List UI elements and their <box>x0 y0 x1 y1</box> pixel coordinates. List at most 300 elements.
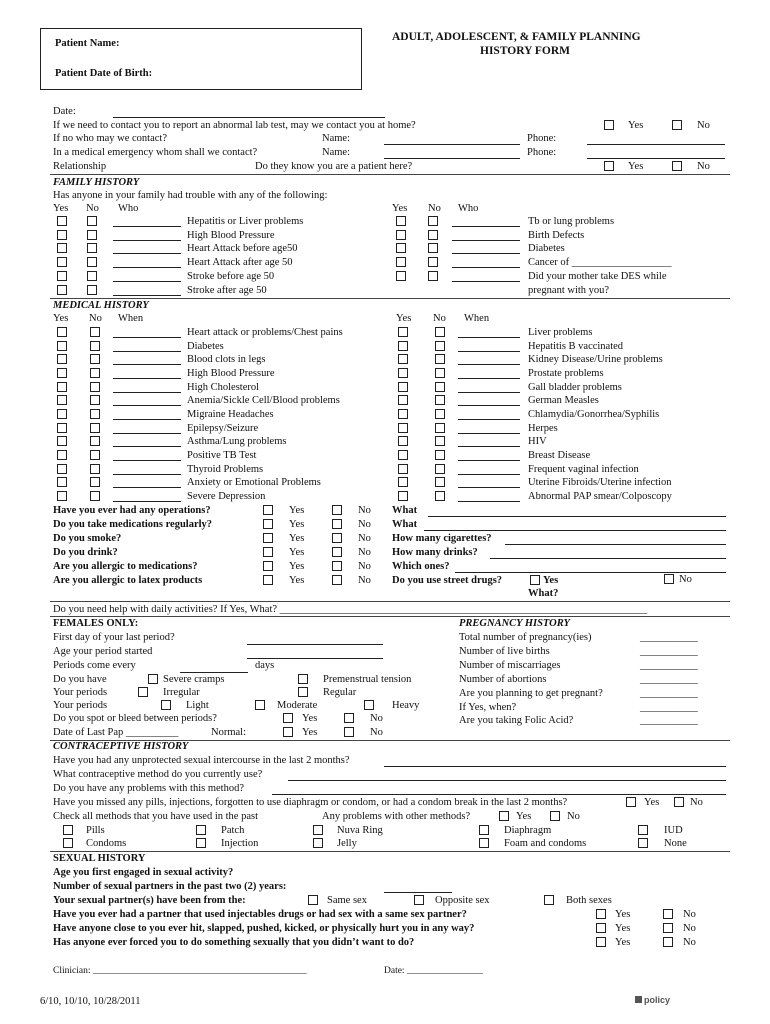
sexual-history-title: SEXUAL HISTORY <box>53 853 146 864</box>
divider <box>50 616 730 617</box>
medical-condition-label: Chlamydia/Gonorrhea/Syphilis <box>528 409 660 420</box>
family-no-checkbox[interactable] <box>428 230 438 240</box>
family-no-checkbox[interactable] <box>87 243 97 253</box>
pregnancy-question: Number of miscarriages <box>459 660 561 671</box>
both-sexes-checkbox[interactable] <box>544 895 554 905</box>
question-yes-checkbox[interactable] <box>263 519 273 529</box>
medical-when-field[interactable] <box>113 474 181 475</box>
sexual-no-label: No <box>683 937 696 948</box>
periods-flow-label: Your periods <box>53 700 108 711</box>
missed-method-no-checkbox[interactable] <box>674 797 684 807</box>
medical-no-checkbox[interactable] <box>90 341 100 351</box>
medical-when-field[interactable] <box>113 392 181 393</box>
sexual-yes-checkbox[interactable] <box>596 937 606 947</box>
spot-yes-checkbox[interactable] <box>283 713 293 723</box>
medical-no-checkbox[interactable] <box>435 450 445 460</box>
medical-condition-label: High Cholesterol <box>187 382 260 393</box>
family-who-field[interactable] <box>452 267 520 268</box>
medical-yes-checkbox[interactable] <box>57 436 67 446</box>
emergency-phone-field[interactable] <box>587 158 725 159</box>
medical-no-checkbox[interactable] <box>90 382 100 392</box>
medical-when-field[interactable] <box>458 392 520 393</box>
family-condition-label: pregnant with you? <box>528 285 610 296</box>
check-all-methods-label: Check all methods that you have used in the past <box>53 811 258 822</box>
medical-no-checkbox[interactable] <box>435 382 445 392</box>
medical-no-checkbox[interactable] <box>90 491 100 501</box>
question-yes-checkbox[interactable] <box>263 561 273 571</box>
pap-normal-yes-label: Yes <box>302 727 318 738</box>
method-label: Nuva Ring <box>337 825 383 836</box>
medical-yes-checkbox[interactable] <box>57 327 67 337</box>
family-yes-checkbox[interactable] <box>396 257 406 267</box>
medical-condition-label: Anxiety or Emotional Problems <box>187 477 321 488</box>
know-yes-label: Yes <box>628 161 644 172</box>
sexual-no-label: No <box>683 923 696 934</box>
moderate-label: Moderate <box>277 700 318 711</box>
family-yes-checkbox[interactable] <box>396 230 406 240</box>
family-condition-label: Did your mother take DES while <box>528 271 667 282</box>
medical-no-checkbox[interactable] <box>435 368 445 378</box>
method-checkbox[interactable] <box>479 825 489 835</box>
family-condition-label: Diabetes <box>528 243 565 254</box>
relationship-label: Relationship <box>53 161 107 172</box>
family-no-checkbox[interactable] <box>428 216 438 226</box>
family-condition-label: Tb or lung problems <box>528 216 615 227</box>
medical-when-field[interactable] <box>113 460 181 461</box>
family-col-no-right: No <box>428 203 441 214</box>
family-who-field[interactable] <box>452 240 520 241</box>
medical-no-checkbox[interactable] <box>435 436 445 446</box>
followup-field[interactable] <box>428 516 726 517</box>
medical-yes-checkbox[interactable] <box>398 423 408 433</box>
date-field[interactable] <box>113 117 385 118</box>
pregnancy-question: Are you taking Folic Acid? <box>459 715 574 726</box>
question-yes-label: Yes <box>289 533 305 544</box>
medical-condition-label: High Blood Pressure <box>187 368 275 379</box>
followup-field[interactable] <box>455 572 726 573</box>
medical-no-checkbox[interactable] <box>90 450 100 460</box>
medical-when-field[interactable] <box>458 405 520 406</box>
divider <box>50 601 730 602</box>
patient-dob-label: Patient Date of Birth: <box>55 68 153 79</box>
medical-no-checkbox[interactable] <box>90 464 100 474</box>
family-who-field[interactable] <box>452 281 520 282</box>
last-pap-label: Date of Last Pap __________ <box>53 727 179 738</box>
sexual-question: Have anyone close to you ever hit, slapped, pushed, kicked, or physically hurt you in any way? <box>53 923 475 934</box>
periods-regularity-label: Your periods <box>53 687 108 698</box>
family-condition-label: Hepatitis or Liver problems <box>187 216 304 227</box>
medical-yes-checkbox[interactable] <box>57 409 67 419</box>
clinician-date: Date: ________________ <box>384 966 483 976</box>
medical-when-field[interactable] <box>113 337 181 338</box>
sexual-yes-checkbox[interactable] <box>596 923 606 933</box>
medical-when-field[interactable] <box>458 419 520 420</box>
clinician-signature: Clinician: _____________________________________________ <box>53 966 307 976</box>
medical-yes-checkbox[interactable] <box>398 327 408 337</box>
family-yes-checkbox[interactable] <box>57 230 67 240</box>
irregular-label: Irregular <box>163 687 200 698</box>
sexual-no-checkbox[interactable] <box>663 909 673 919</box>
medical-yes-checkbox[interactable] <box>398 409 408 419</box>
family-yes-checkbox[interactable] <box>57 285 67 295</box>
family-condition-label: Birth Defects <box>528 230 585 241</box>
know-yes-checkbox[interactable] <box>604 161 614 171</box>
premenstrual-checkbox[interactable] <box>298 674 308 684</box>
age-start-field[interactable] <box>247 658 383 659</box>
method-checkbox[interactable] <box>313 838 323 848</box>
medical-when-field[interactable] <box>458 433 520 434</box>
medical-no-checkbox[interactable] <box>435 327 445 337</box>
medical-col-no-right: No <box>433 313 446 324</box>
family-who-field[interactable] <box>113 226 181 227</box>
question-no-checkbox[interactable] <box>332 575 342 585</box>
family-condition-label: High Blood Pressure <box>187 230 275 241</box>
family-who-field[interactable] <box>113 240 181 241</box>
alt-contact-name-field[interactable] <box>384 144 520 145</box>
pregnancy-answer-field[interactable]: ___________ <box>640 632 698 643</box>
days-label: days <box>255 660 275 671</box>
medical-when-field[interactable] <box>458 337 520 338</box>
medical-yes-checkbox[interactable] <box>57 341 67 351</box>
lab-contact-yes-checkbox[interactable] <box>604 120 614 130</box>
missed-method-question: Have you missed any pills, injections, forgotten to use diaphragm or condom, or had a condom break in the last 2 months? <box>53 797 568 808</box>
medical-no-checkbox[interactable] <box>90 327 100 337</box>
family-yes-checkbox[interactable] <box>57 216 67 226</box>
regular-checkbox[interactable] <box>298 687 308 697</box>
medical-when-field[interactable] <box>458 351 520 352</box>
method-checkbox[interactable] <box>638 825 648 835</box>
sexual-no-label: No <box>683 909 696 920</box>
first-day-label: First day of your last period? <box>53 632 175 643</box>
other-methods-yes-checkbox[interactable] <box>499 811 509 821</box>
family-col-no: No <box>86 203 99 214</box>
family-yes-checkbox[interactable] <box>396 271 406 281</box>
method-label: Diaphragm <box>504 825 552 836</box>
family-no-checkbox[interactable] <box>87 285 97 295</box>
pap-normal-no-checkbox[interactable] <box>344 727 354 737</box>
medical-no-checkbox[interactable] <box>435 464 445 474</box>
followup-field[interactable] <box>424 530 726 531</box>
family-who-field[interactable] <box>113 281 181 282</box>
medical-no-checkbox[interactable] <box>90 409 100 419</box>
divider <box>50 174 730 175</box>
sexual-no-checkbox[interactable] <box>663 937 673 947</box>
emergency-name-field[interactable] <box>384 158 520 159</box>
medical-when-field[interactable] <box>113 487 181 488</box>
form-title: ADULT, ADOLESCENT, & FAMILY PLANNING <box>392 31 641 43</box>
same-sex-checkbox[interactable] <box>308 895 318 905</box>
followup-label: Which ones? <box>392 561 450 572</box>
spot-bleed-question: Do you spot or bleed between periods? <box>53 713 217 724</box>
medical-yes-checkbox[interactable] <box>398 464 408 474</box>
medical-when-field[interactable] <box>458 460 520 461</box>
question-yes-checkbox[interactable] <box>263 575 273 585</box>
pregnancy-answer-field[interactable]: ___________ <box>640 715 698 726</box>
know-no-checkbox[interactable] <box>672 161 682 171</box>
opposite-sex-checkbox[interactable] <box>414 895 424 905</box>
females-only-title: FEMALES ONLY: <box>53 618 139 629</box>
medical-yes-checkbox[interactable] <box>57 395 67 405</box>
question-no-label: No <box>358 547 371 558</box>
method-label: Condoms <box>86 838 127 849</box>
alt-contact-phone-field[interactable] <box>587 144 725 145</box>
partners-count-question: Number of sexual partners in the past two (2) years: <box>53 881 287 892</box>
medical-no-checkbox[interactable] <box>90 368 100 378</box>
medical-yes-checkbox[interactable] <box>57 464 67 474</box>
medical-when-field[interactable] <box>458 474 520 475</box>
missed-method-yes-checkbox[interactable] <box>626 797 636 807</box>
question-no-checkbox[interactable] <box>332 519 342 529</box>
followup-field[interactable] <box>505 544 726 545</box>
medical-yes-checkbox[interactable] <box>398 341 408 351</box>
medical-no-checkbox[interactable] <box>435 354 445 364</box>
medical-condition-label: Epilepsy/Seizure <box>187 423 259 434</box>
lab-contact-no-label: No <box>697 120 710 131</box>
sexual-question: Has anyone ever forced you to do something sexually that you didn’t want to do? <box>53 937 415 948</box>
medical-no-checkbox[interactable] <box>90 436 100 446</box>
missed-method-yes-label: Yes <box>644 797 660 808</box>
street-drugs-no-checkbox[interactable] <box>664 574 674 584</box>
medical-condition-label: Severe Depression <box>187 491 266 502</box>
sexual-yes-checkbox[interactable] <box>596 909 606 919</box>
medical-question: Have you ever had any operations? <box>53 505 211 516</box>
family-yes-checkbox[interactable] <box>57 243 67 253</box>
question-yes-checkbox[interactable] <box>263 547 273 557</box>
pregnancy-answer-field[interactable]: ___________ <box>640 646 698 657</box>
divider <box>50 298 730 299</box>
medical-no-checkbox[interactable] <box>435 477 445 487</box>
family-col-yes-right: Yes <box>392 203 408 214</box>
followup-label: How many cigarettes? <box>392 533 492 544</box>
medical-yes-checkbox[interactable] <box>398 368 408 378</box>
medical-condition-label: Anemia/Sickle Cell/Blood problems <box>187 395 340 406</box>
medical-yes-checkbox[interactable] <box>57 382 67 392</box>
medical-yes-checkbox[interactable] <box>57 491 67 501</box>
family-col-yes: Yes <box>53 203 69 214</box>
spot-no-checkbox[interactable] <box>344 713 354 723</box>
family-who-field[interactable] <box>452 253 520 254</box>
medical-history-title: MEDICAL HISTORY <box>53 300 149 311</box>
medical-when-field[interactable] <box>113 405 181 406</box>
pap-normal-no-label: No <box>370 727 383 738</box>
medical-no-checkbox[interactable] <box>435 423 445 433</box>
medical-when-field[interactable] <box>113 364 181 365</box>
other-methods-no-checkbox[interactable] <box>550 811 560 821</box>
medical-yes-checkbox[interactable] <box>398 354 408 364</box>
sexual-yes-label: Yes <box>615 909 631 920</box>
form-subtitle: HISTORY FORM <box>480 45 571 57</box>
followup-field[interactable] <box>490 558 726 559</box>
family-condition-label: Stroke before age 50 <box>187 271 275 282</box>
family-history-intro: Has anyone in your family had trouble with any of the following: <box>53 190 328 201</box>
unprotected-question: Have you had any unprotected sexual intercourse in the last 2 months? <box>53 755 350 766</box>
medical-when-field[interactable] <box>458 378 520 379</box>
method-checkbox[interactable] <box>63 838 73 848</box>
question-yes-label: Yes <box>289 505 305 516</box>
medical-when-field[interactable] <box>458 364 520 365</box>
pregnancy-question: Number of live births <box>459 646 550 657</box>
medical-no-checkbox[interactable] <box>90 477 100 487</box>
medical-col-when-right: When <box>464 313 490 324</box>
medical-no-checkbox[interactable] <box>435 409 445 419</box>
medical-condition-label: HIV <box>528 436 547 447</box>
alt-contact-name-label: Name: <box>322 133 350 144</box>
question-yes-label: Yes <box>289 561 305 572</box>
regular-label: Regular <box>323 687 357 698</box>
medical-yes-checkbox[interactable] <box>57 450 67 460</box>
pregnancy-answer-field[interactable]: ___________ <box>640 660 698 671</box>
question-no-checkbox[interactable] <box>332 505 342 515</box>
family-history-title: FAMILY HISTORY <box>53 177 140 188</box>
date-label: Date: <box>53 106 76 117</box>
pregnancy-answer-field[interactable]: ___________ <box>640 702 698 713</box>
premenstrual-label: Premenstrual tension <box>323 674 412 685</box>
question-no-label: No <box>358 561 371 572</box>
alt-contact-question: If no who may we contact? <box>53 133 167 144</box>
medical-no-checkbox[interactable] <box>90 354 100 364</box>
medical-when-field[interactable] <box>113 433 181 434</box>
method-checkbox[interactable] <box>63 825 73 835</box>
followup-label: What <box>392 505 418 516</box>
medical-condition-label: Migraine Headaches <box>187 409 274 420</box>
medical-when-field[interactable] <box>458 446 520 447</box>
medical-yes-checkbox[interactable] <box>57 423 67 433</box>
family-yes-checkbox[interactable] <box>57 271 67 281</box>
followup-label: How many drinks? <box>392 547 478 558</box>
medical-when-field[interactable] <box>113 501 181 502</box>
opposite-sex-label: Opposite sex <box>435 895 490 906</box>
family-who-field[interactable] <box>113 295 181 296</box>
family-who-field[interactable] <box>113 253 181 254</box>
medical-condition-label: German Measles <box>528 395 599 406</box>
family-yes-checkbox[interactable] <box>57 257 67 267</box>
medical-condition-label: Abnormal PAP smear/Colposcopy <box>528 491 672 502</box>
method-checkbox[interactable] <box>196 838 206 848</box>
question-yes-checkbox[interactable] <box>263 533 273 543</box>
method-checkbox[interactable] <box>196 825 206 835</box>
medical-yes-checkbox[interactable] <box>398 382 408 392</box>
heavy-label: Heavy <box>392 700 420 711</box>
medical-no-checkbox[interactable] <box>435 395 445 405</box>
periods-every-field[interactable] <box>180 672 248 673</box>
medical-yes-checkbox[interactable] <box>398 436 408 446</box>
family-yes-checkbox[interactable] <box>396 243 406 253</box>
normal-label: Normal: <box>211 727 246 738</box>
both-sexes-label: Both sexes <box>566 895 612 906</box>
medical-question: Are you allergic to latex products <box>53 575 203 586</box>
partners-count-field[interactable] <box>384 892 452 893</box>
medical-condition-label: Kidney Disease/Urine problems <box>528 354 663 365</box>
family-no-checkbox[interactable] <box>428 257 438 267</box>
light-label: Light <box>186 700 209 711</box>
pap-normal-yes-checkbox[interactable] <box>283 727 293 737</box>
medical-condition-label: Positive TB Test <box>187 450 257 461</box>
medical-no-checkbox[interactable] <box>90 423 100 433</box>
question-no-checkbox[interactable] <box>332 547 342 557</box>
moderate-checkbox[interactable] <box>255 700 265 710</box>
medical-when-field[interactable] <box>113 419 181 420</box>
family-no-checkbox[interactable] <box>87 271 97 281</box>
medical-no-checkbox[interactable] <box>90 395 100 405</box>
method-checkbox[interactable] <box>479 838 489 848</box>
other-methods-problems-label: Any problems with other methods? <box>322 811 471 822</box>
question-no-checkbox[interactable] <box>332 533 342 543</box>
irregular-checkbox[interactable] <box>138 687 148 697</box>
medical-when-field[interactable] <box>113 378 181 379</box>
street-drugs-yes-checkbox[interactable] <box>530 575 540 585</box>
medical-yes-checkbox[interactable] <box>398 450 408 460</box>
street-drugs-no-label: No <box>679 574 692 585</box>
medical-yes-checkbox[interactable] <box>57 477 67 487</box>
current-method-field[interactable] <box>288 780 726 781</box>
first-day-field[interactable] <box>247 644 383 645</box>
know-no-label: No <box>697 161 710 172</box>
question-no-label: No <box>358 505 371 516</box>
question-yes-checkbox[interactable] <box>263 505 273 515</box>
medical-no-checkbox[interactable] <box>435 341 445 351</box>
medical-condition-label: Liver problems <box>528 327 593 338</box>
light-checkbox[interactable] <box>161 700 171 710</box>
sexual-no-checkbox[interactable] <box>663 923 673 933</box>
medical-no-checkbox[interactable] <box>435 491 445 501</box>
family-no-checkbox[interactable] <box>87 216 97 226</box>
method-checkbox[interactable] <box>313 825 323 835</box>
severe-cramps-checkbox[interactable] <box>148 674 158 684</box>
medical-when-field[interactable] <box>113 446 181 447</box>
medical-when-field[interactable] <box>458 487 520 488</box>
family-condition-label: Cancer of ___________________ <box>528 257 672 268</box>
family-no-checkbox[interactable] <box>87 257 97 267</box>
family-who-field[interactable] <box>113 267 181 268</box>
contraceptive-history-title: CONTRACEPTIVE HISTORY <box>53 741 189 752</box>
family-who-field[interactable] <box>452 226 520 227</box>
method-problems-field[interactable] <box>272 794 726 795</box>
family-no-checkbox[interactable] <box>428 271 438 281</box>
family-col-who-right: Who <box>458 203 479 214</box>
question-no-label: No <box>358 519 371 530</box>
medical-yes-checkbox[interactable] <box>57 354 67 364</box>
medical-when-field[interactable] <box>113 351 181 352</box>
family-yes-checkbox[interactable] <box>396 216 406 226</box>
family-condition-label: Heart Attack after age 50 <box>187 257 293 268</box>
lab-contact-no-checkbox[interactable] <box>672 120 682 130</box>
sexual-question: Have you ever had a partner that used injectables drugs or had sex with a same sex partner? <box>53 909 467 920</box>
medical-yes-checkbox[interactable] <box>57 368 67 378</box>
heavy-checkbox[interactable] <box>364 700 374 710</box>
question-no-checkbox[interactable] <box>332 561 342 571</box>
method-checkbox[interactable] <box>638 838 648 848</box>
family-col-who: Who <box>118 203 139 214</box>
pregnancy-answer-field[interactable]: ___________ <box>640 688 698 699</box>
medical-yes-checkbox[interactable] <box>398 491 408 501</box>
pregnancy-question: If Yes, when? <box>459 702 517 713</box>
street-drugs-what-label: What? <box>528 588 559 599</box>
medical-when-field[interactable] <box>458 501 520 502</box>
family-condition-label: Heart Attack before age50 <box>187 243 298 254</box>
unprotected-field[interactable] <box>384 766 726 767</box>
lab-contact-yes-label: Yes <box>628 120 644 131</box>
alt-contact-phone-label: Phone: <box>527 133 557 144</box>
medical-yes-checkbox[interactable] <box>398 477 408 487</box>
question-no-label: No <box>358 533 371 544</box>
pregnancy-answer-field[interactable]: ___________ <box>640 674 698 685</box>
other-methods-no-label: No <box>567 811 580 822</box>
medical-yes-checkbox[interactable] <box>398 395 408 405</box>
method-label: Injection <box>221 838 259 849</box>
family-no-checkbox[interactable] <box>428 243 438 253</box>
method-label: Jelly <box>337 838 357 849</box>
family-no-checkbox[interactable] <box>87 230 97 240</box>
